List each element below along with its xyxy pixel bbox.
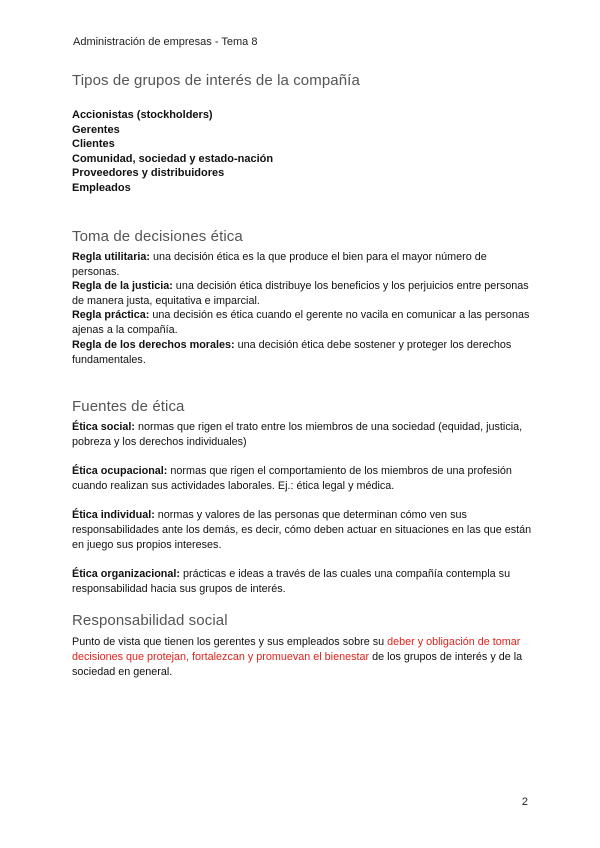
social-responsibility-paragraph [72, 635, 532, 679]
ethics-occupational [72, 464, 532, 494]
ethics-organizational [72, 567, 532, 597]
rule-moral-rights [72, 338, 532, 368]
section-title-ethics-decisions: Toma de decisiones ética [72, 228, 243, 245]
ethics-term: Ética social: [72, 421, 136, 433]
list-item: Proveedores y distribuidores [72, 167, 225, 179]
list-item: Clientes [72, 138, 115, 150]
section-title-stakeholders: Tipos de grupos de interés de la compañía [72, 72, 360, 89]
paragraph-text: Punto de vista que tienen los gerentes y sus empleados sobre su [72, 636, 388, 648]
ethics-term: Ética organizacional: [72, 568, 180, 580]
list-item: Accionistas (stockholders) [72, 109, 213, 121]
highlighted-text: deber y obligación de tomar decisiones que protejan, fortalezcan y promuevan el bienestar [72, 636, 521, 663]
rule-text: una decisión ética es la que produce el bien para el mayor número de personas. [72, 251, 487, 278]
ethics-text: prácticas e ideas a través de las cuales una compañía contempla su responsabilidad hacia sus grupos de interés. [72, 568, 511, 595]
rule-term: Regla utilitaria: [72, 251, 150, 263]
rule-practical [72, 308, 532, 338]
rule-text: una decisión ética debe sostener y proteger los derechos fundamentales. [72, 339, 512, 366]
rule-term: Regla de los derechos morales: [72, 339, 235, 351]
list-item: Gerentes [72, 123, 120, 136]
rule-justice [72, 279, 532, 309]
stakeholder-list [72, 108, 273, 195]
ethics-term: Ética individual: [72, 509, 155, 521]
rule-text: una decisión es ética cuando el gerente no vacila en comunicar a las personas ajenas a la compañía. [72, 309, 530, 336]
ethics-individual [72, 508, 532, 552]
section-title-social-responsibility: Responsabilidad social [72, 612, 228, 629]
rule-text: una decisión ética distribuye los beneficios y los perjuicios entre personas de manera justa, equitativa e imparcial. [72, 280, 529, 307]
rule-term: Regla práctica: [72, 309, 150, 321]
list-item: Empleados [72, 181, 131, 194]
ethics-term: Ética ocupacional: [72, 465, 168, 477]
page-number: 2 [521, 796, 528, 808]
page-header: Administración de empresas - Tema 8 [73, 36, 258, 48]
section-title-ethics-sources: Fuentes de ética [72, 398, 185, 415]
rule-utilitarian [72, 250, 532, 280]
ethics-text: normas que rigen el comportamiento de los miembros de una profesión cuando realizan sus actividades laborales. Ej.: ética legal y médica. [72, 465, 512, 492]
paragraph-text: de los grupos de interés y de la sociedad en general. [72, 650, 523, 678]
ethics-social [72, 420, 532, 450]
ethics-text: normas que rigen el trato entre los miembros de una sociedad (equidad, justicia, pobreza y los derechos individuales) [72, 421, 523, 448]
rule-term: Regla de la justicia: [72, 280, 173, 292]
list-item: Comunidad, sociedad y estado-nación [72, 152, 274, 165]
ethics-text: normas y valores de las personas que determinan cómo ven sus responsabilidades ante los demás, es decir, cómo deben actuar en situaciones en las que están en juego sus propios intereses. [72, 509, 532, 551]
